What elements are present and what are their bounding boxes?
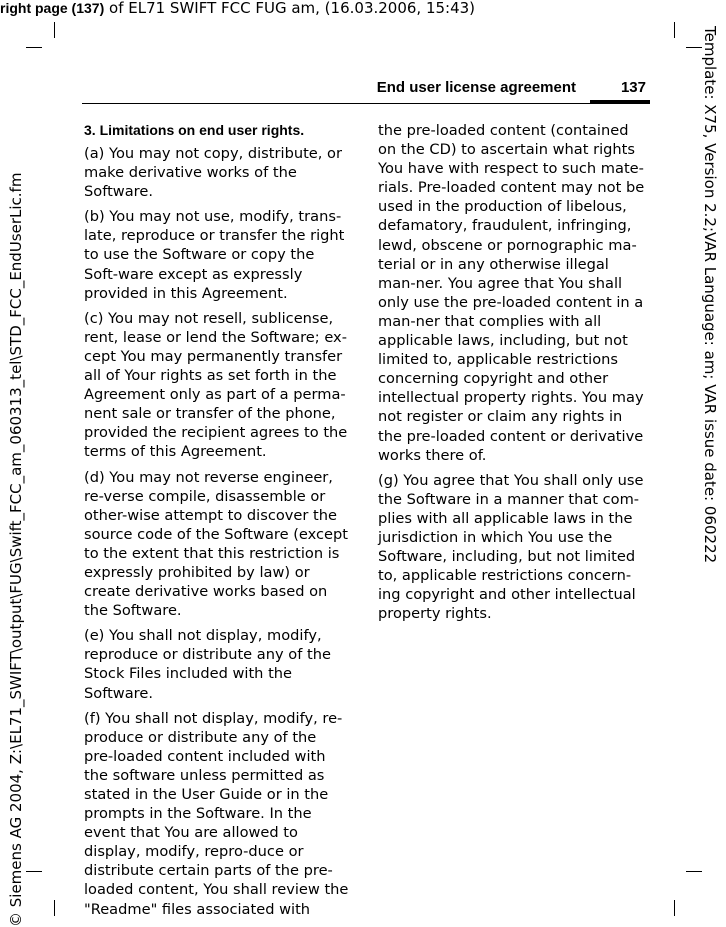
crop-mark-bottom-right-vertical	[674, 900, 675, 916]
header-rule	[82, 103, 650, 104]
right-column	[378, 121, 648, 629]
crop-mark-top-left-horizontal	[26, 47, 42, 48]
left-column	[84, 121, 350, 925]
paragraph-a: (a) You may not copy, distribute, or make derivative works of the Software.	[84, 145, 342, 201]
paragraph-g: (g) You agree that You shall only use the Software in a manner that com-plies with all applicable laws in the jurisdiction in which You use the Software, including, but not limited to, applicable restrictions concern-ing copyright and other intellectual property rights.	[378, 471, 644, 623]
running-header-title: End user license agreement	[376, 79, 576, 96]
paragraph-b: (b) You may not use, modify, trans-late, reproduce or transfer the right to use the Software or copy the Soft-ware except as expressly provided in this Agreement.	[84, 208, 345, 302]
crop-mark-top-right-vertical	[674, 22, 675, 38]
crop-mark-bottom-right-horizontal	[686, 871, 702, 872]
page-number-rule	[590, 100, 650, 104]
page-number: 137	[620, 79, 646, 96]
crop-mark-top-right-horizontal	[686, 47, 702, 48]
document-info-text: of EL71 SWIFT FCC FUG am, (16.03.2006, 15:43)	[104, 0, 476, 17]
page-label: right page (137)	[0, 0, 105, 16]
document-info-line	[0, 0, 475, 17]
template-info: Template: X75, Version 2.2;VAR Language: am; VAR issue date: 060222	[701, 26, 719, 564]
crop-mark-top-left-vertical	[54, 22, 55, 38]
paragraph-d: (d) You may not reverse engineer, re-verse compile, disassemble or other-wise attempt to discover the source code of the Software (except to the extent that this restriction is expressly prohibited by law) or create derivative works based on the Software.	[84, 468, 348, 620]
paragraph-f: (f) You shall not display, modify, re-produce or distribute any of the pre-loaded content included with the software unless permitted as stated in the User Guide or in the prompts in the Software. In the event that You are allowed to display, modify, repro-duce or distribute certain parts of the pre-loaded content, You shall review the "Readme" files associated with	[84, 709, 349, 918]
paragraph-f-continued: the pre-loaded content (contained on the CD) to ascertain what rights You have with respect to such mate-rials. Pre-loaded content may not be used in the production of libelous, defamatory, fraudulent, infringing, lewd, obscene or pornographic ma-terial or in any otherwise illegal man-ner. You agree that You shall only use the pre-loaded content in a man-ner that complies with all applicable laws, including, but not limited to, applicable restrictions concerning copyright and other intellectual property rights. You may not register or claim any rights in the pre-loaded content or derivative works there of.	[378, 122, 645, 464]
crop-mark-bottom-left-vertical	[54, 900, 55, 916]
paragraph-c: (c) You may not resell, sublicense, rent, lease or lend the Software; ex-cept You may permanently transfer all of Your rights as set forth in the Agreement only as part of a perma-nent sale or transfer of the phone, provided the recipient agrees to the terms of this Agreement.	[84, 309, 348, 461]
crop-mark-bottom-left-horizontal	[26, 871, 42, 872]
paragraph-e: (e) You shall not display, modify, reproduce or distribute any of the Stock Files included with the Software.	[84, 627, 331, 702]
section-heading: 3. Limitations on end user rights.	[84, 122, 305, 138]
copyright-file-path: © Siemens AG 2004, Z:\EL71_SWIFT\output\FUG\Swift_FCC_am_060313_tel\STD_FCC_EndUserLic.fm	[7, 172, 25, 927]
